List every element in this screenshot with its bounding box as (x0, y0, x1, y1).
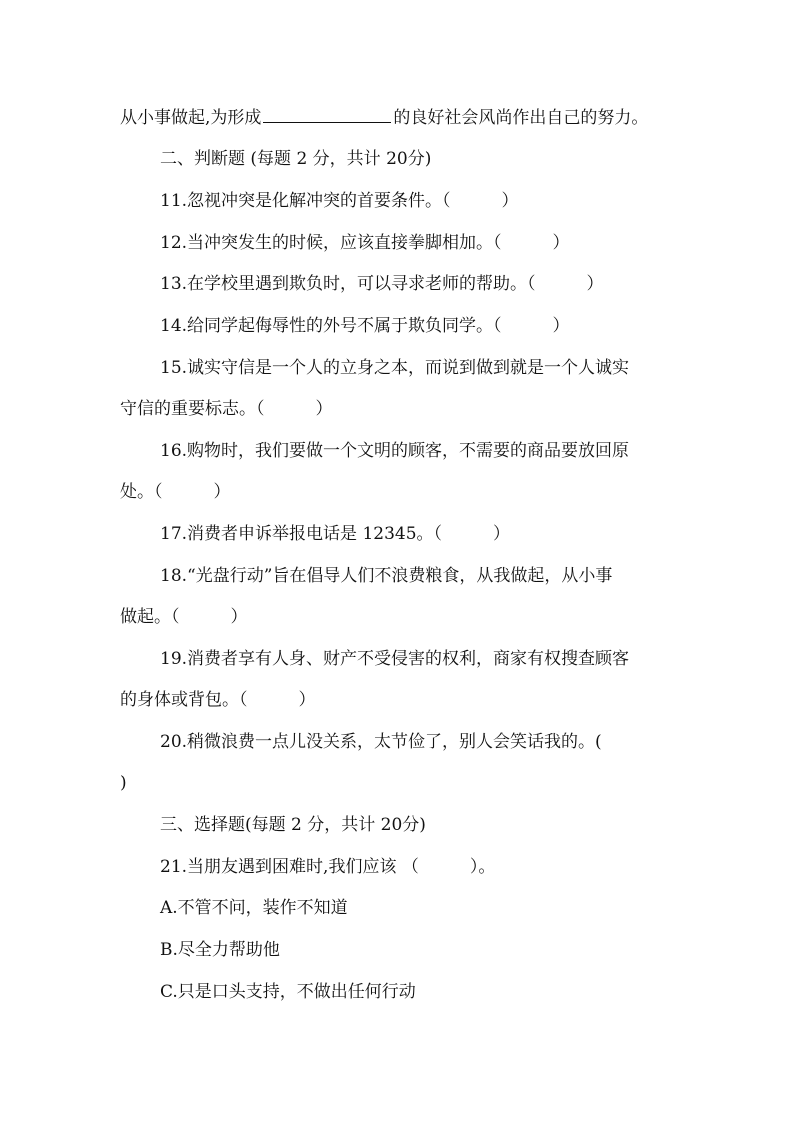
continuation-line (120, 106, 648, 128)
question-15-line-2: 守信的重要标志。（ ） (120, 399, 333, 419)
question-12: 12.当冲突发生的时候，应该直接拳脚相加。（ ） (160, 233, 570, 253)
question-19-line-1: 19.消费者享有人身、财产不受侵害的权利，商家有权搜查顾客 (160, 649, 630, 669)
question-18-line-1: 18.“光盘行动”旨在倡导人们不浪费粮食，从我做起，从小事 (160, 566, 613, 586)
question-21-option-b: B.尽全力帮助他 (160, 940, 280, 960)
continuation-text-after: 的良好社会风尚作出自己的努力。 (393, 108, 649, 128)
question-21-option-a: A.不管不问，装作不知道 (160, 898, 348, 918)
question-19-line-2: 的身体或背包。（ ） (120, 690, 316, 710)
fill-in-blank (263, 106, 391, 123)
section-2-heading: 二、判断题 (每题 2 分，共计 20分) (160, 149, 432, 169)
question-18-line-2: 做起。（ ） (120, 607, 248, 627)
question-15-line-1: 15.诚实守信是一个人的立身之本，而说到做到就是一个人诚实 (160, 358, 630, 378)
question-16-line-1: 16.购物时，我们要做一个文明的顾客，不需要的商品要放回原 (160, 441, 630, 461)
question-20-line-1: 20.稍微浪费一点儿没关系，太节俭了，别人会笑话我的。( (160, 732, 602, 752)
question-17: 17.消费者申诉举报电话是 12345。（ ） (160, 524, 511, 544)
question-11: 11.忽视冲突是化解冲突的首要条件。（ ） (160, 191, 519, 211)
question-21: 21.当朋友遇到困难时,我们应该 （ ）。 (160, 857, 496, 877)
question-20-line-2: ) (120, 773, 127, 793)
section-3-heading: 三、选择题(每题 2 分，共计 20分) (160, 815, 426, 835)
question-16-line-2: 处。（ ） (120, 482, 231, 502)
question-14: 14.给同学起侮辱性的外号不属于欺负同学。（ ） (160, 316, 570, 336)
question-21-option-c: C.只是口头支持，不做出任何行动 (160, 982, 416, 1002)
continuation-text-before: 从小事做起,为形成 (120, 108, 262, 128)
question-13: 13.在学校里遇到欺负时，可以寻求老师的帮助。（ ） (160, 274, 604, 294)
